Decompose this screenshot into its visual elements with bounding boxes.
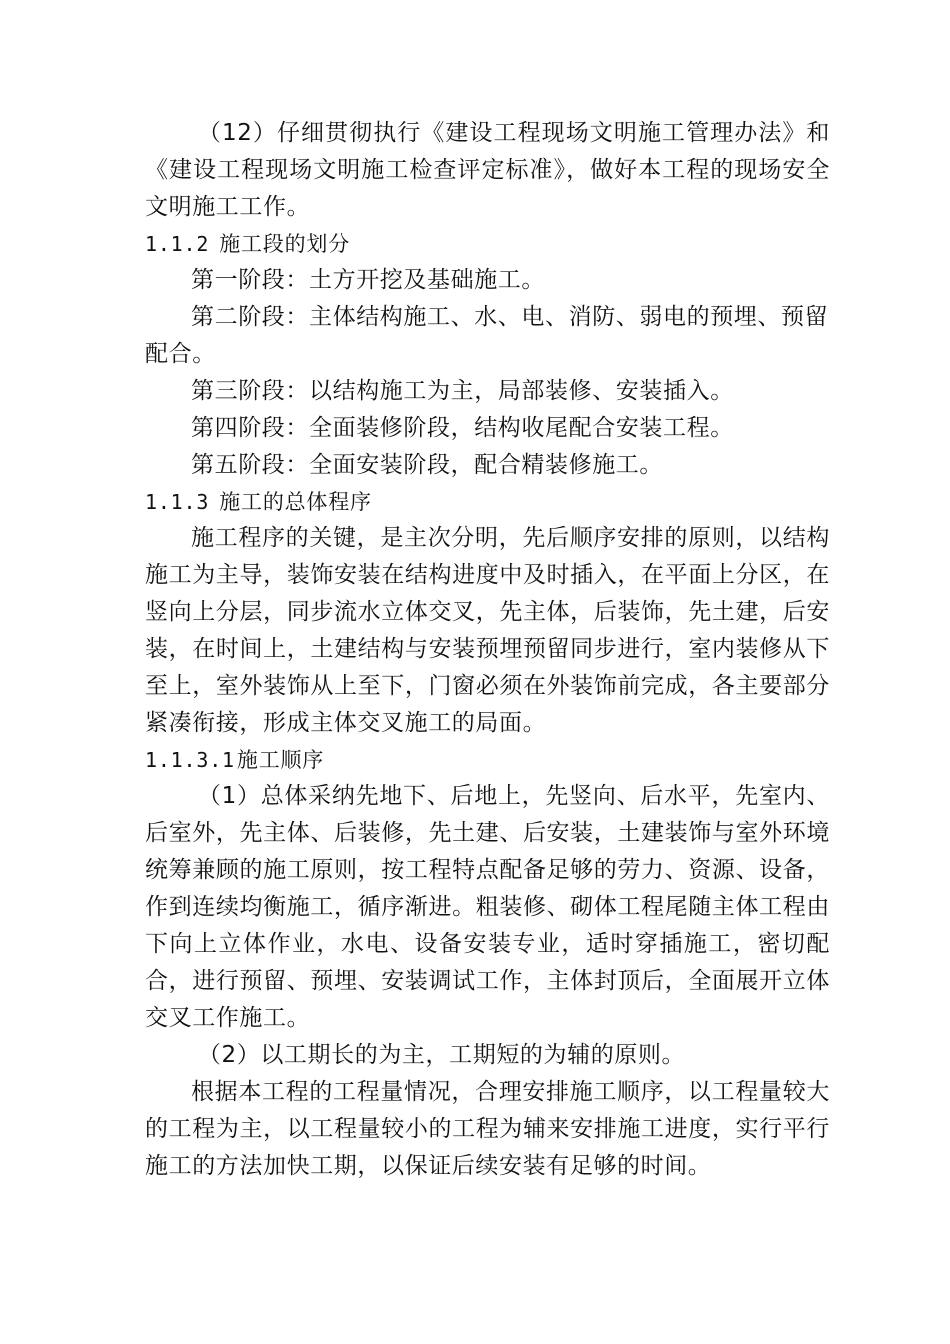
paragraph-item-12: （12）仔细贯彻执行《建设工程现场文明施工管理办法》和《建设工程现场文明施工检查评定标准》，做好本工程的现场安全文明施工工作。 (145, 120, 830, 220)
section-heading-1-1-3 (145, 484, 830, 520)
stage-item: 第一阶段：土方开挖及基础施工。 (191, 267, 545, 293)
section-number: 1.1.3 (145, 490, 210, 514)
paragraph-conclusion: 根据本工程的工程量情况，合理安排施工顺序，以工程量较大的工程为主，以工程量较小的工程为辅来安排施工进度，实行平行施工的方法加快工期，以保证后续安装有足够的时间。 (145, 1079, 830, 1179)
section-title: 施工段的划分 (219, 232, 351, 256)
section-heading-1-1-2 (145, 226, 830, 262)
section-title: 施工的总体程序 (219, 490, 372, 514)
section-title: 施工顺序 (236, 748, 325, 772)
section-number: 1.1.3.1 (145, 748, 235, 772)
stage-item: 第四阶段：全面装修阶段，结构收尾配合安装工程。 (191, 415, 734, 441)
paragraph-program: 施工程序的关键，是主次分明，先后顺序安排的原则，以结构施工为主导，装饰安装在结构进度中及时插入，在平面上分区，在竖向上分层，同步流水立体交叉，先主体，后装饰，先土建，后安装，在时间上，土建结构与安装预埋预留同步进行，室内装修从下至上，室外装饰从上至下，门窗必须在外装饰前完成，各主要部分紧凑衔接，形成主体交叉施工的局面。 (145, 525, 830, 736)
section-heading-1-1-3-1 (145, 742, 830, 778)
stage-item: 第三阶段：以结构施工为主，局部装修、安装插入。 (191, 378, 734, 404)
paragraph-item-1: （1）总体采纳先地下、后地上，先竖向、后水平，先室内、后室外，先主体、后装修，先土建、后安装，土建装饰与室外环境统筹兼顾的施工原则，按工程特点配备足够的劳力、资源、设备，作到连续均衡施工，循序渐进。粗装修、砌体工程尾随主体工程由下向上立体作业，水电、设备安装专业，适时穿插施工，密切配合，进行预留、预埋、安装调试工作，主体封顶后，全面展开立体交叉工作施工。 (145, 783, 830, 1031)
stage-item: 第二阶段：主体结构施工、水、电、消防、弱电的预埋、预留配合。 (145, 304, 829, 367)
paragraph-item-2: （2）以工期长的为主，工期短的为辅的原则。 (197, 1042, 686, 1068)
stage-item: 第五阶段：全面安装阶段，配合精装修施工。 (191, 452, 663, 478)
section-number: 1.1.2 (145, 232, 210, 256)
